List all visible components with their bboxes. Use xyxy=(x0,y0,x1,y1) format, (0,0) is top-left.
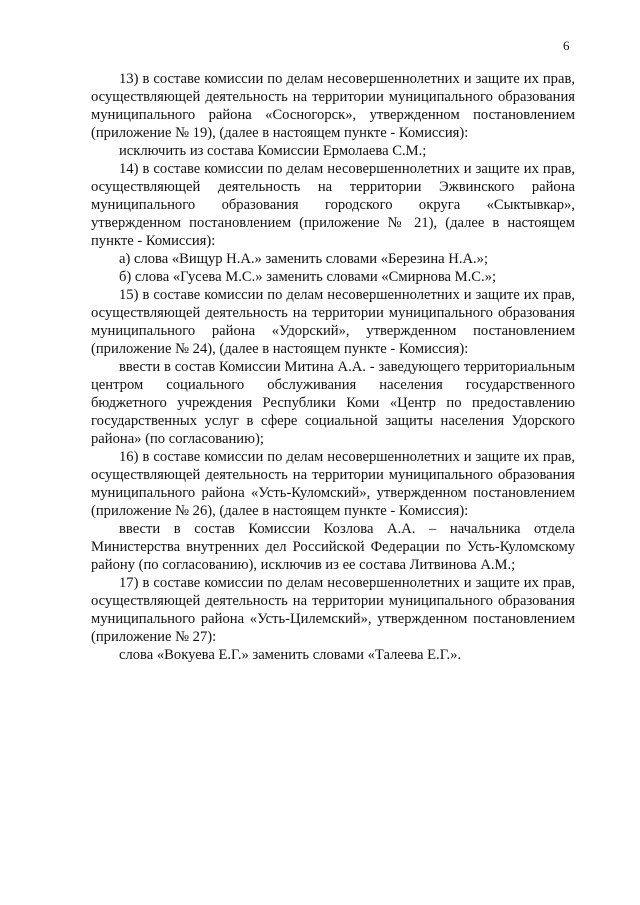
paragraph-item-13-action: исключить из состава Комиссии Ермолаева С.М.; xyxy=(119,143,427,159)
paragraph-item-16: 16) в составе комиссии по делам несовершеннолетних и защите их прав, осуществляющей деятельность на территории муниципального образования муниципального района «Усть-Куломский», утвержденном постановлением (приложение № 26), (далее в настоящем пункте - Комиссия): xyxy=(91,449,575,519)
document-body xyxy=(91,70,575,664)
page-number: 6 xyxy=(563,38,570,53)
paragraph-item-15: 15) в составе комиссии по делам несовершеннолетних и защите их прав, осуществляющей деятельность на территории муниципального образования муниципального района «Удорский», утвержденном постановлением (приложение № 24), (далее в настоящем пункте - Комиссия): xyxy=(91,287,575,357)
paragraph-item-17-action: слова «Вокуева Е.Г.» заменить словами «Талеева Е.Г.». xyxy=(119,647,462,663)
paragraph-item-14-a: а) слова «Вищур Н.А.» заменить словами «Березина Н.А.»; xyxy=(119,251,489,267)
paragraph-item-14-b: б) слова «Гусева М.С.» заменить словами «Смирнова М.С.»; xyxy=(119,269,497,285)
paragraph-item-13: 13) в составе комиссии по делам несовершеннолетних и защите их прав, осуществляющей деятельность на территории муниципального образования муниципального района «Сосногорск», утвержденном постановлением (приложение № 19), (далее в настоящем пункте - Комиссия): xyxy=(91,71,575,141)
paragraph-item-14: 14) в составе комиссии по делам несовершеннолетних и защите их прав, осуществляющей деятельность на территории Эжвинского района муниципального образования городского округа «Сыктывкар», утвержденном постановлением (приложение № 21), (далее в настоящем пункте - Комиссия): xyxy=(91,161,575,249)
paragraph-item-16-action: ввести в состав Комиссии Козлова А.А. – начальника отдела Министерства внутренних дел Российской Федерации по Усть-Куломскому району (по согласованию), исключив из ее состава Литвинова А.М.; xyxy=(91,521,575,573)
paragraph-item-17: 17) в составе комиссии по делам несовершеннолетних и защите их прав, осуществляющей деятельность на территории муниципального образования муниципального района «Усть-Цилемский», утвержденном постановлением (приложение № 27): xyxy=(91,575,575,645)
paragraph-item-15-action: ввести в состав Комиссии Митина А.А. - заведующего территориальным центром социального обслуживания населения государственного бюджетного учреждения Республики Коми «Центр по предоставлению государственных услуг в сфере социальной защиты населения Удорского района» (по согласованию); xyxy=(91,359,575,447)
